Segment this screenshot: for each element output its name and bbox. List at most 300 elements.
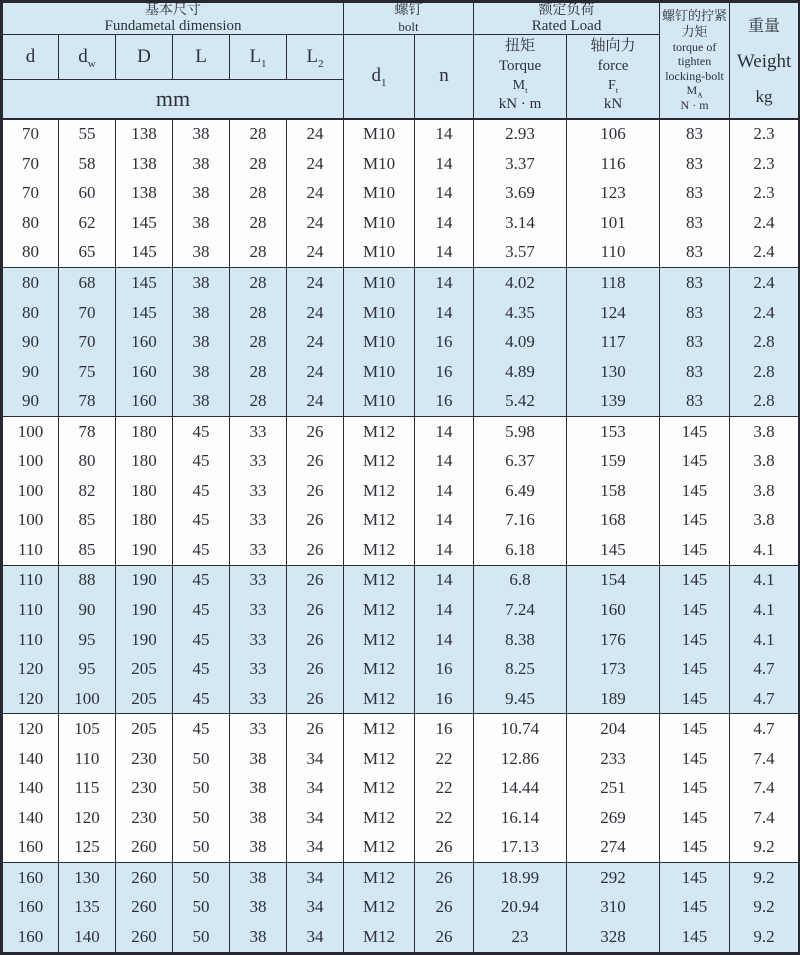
table-cell: 2.4 xyxy=(730,268,800,298)
table-row xyxy=(2,744,800,774)
table-cell: 80 xyxy=(59,447,116,477)
table-cell: 75 xyxy=(59,357,116,387)
table-cell: 45 xyxy=(173,535,230,565)
table-cell: 18.99 xyxy=(474,863,567,893)
table-cell: 95 xyxy=(59,625,116,655)
table-cell: M10 xyxy=(344,327,415,357)
col-header-n: n xyxy=(415,35,474,119)
table-cell: 80 xyxy=(2,268,59,298)
table-row xyxy=(2,714,800,744)
table-cell: 4.1 xyxy=(730,565,800,595)
table-row xyxy=(2,357,800,387)
table-cell: M12 xyxy=(344,833,415,863)
table-cell: 3.8 xyxy=(730,476,800,506)
table-cell: 38 xyxy=(230,922,287,953)
table-cell: 9.45 xyxy=(474,684,567,714)
table-cell: 24 xyxy=(287,238,344,268)
table-cell: 2.4 xyxy=(730,238,800,268)
col-header-torque-symbol: $M_t$ xyxy=(512,77,528,95)
table-cell: 120 xyxy=(59,803,116,833)
table-cell: 6.49 xyxy=(474,476,567,506)
table-row xyxy=(2,476,800,506)
table-cell: 14 xyxy=(415,268,474,298)
table-cell: 33 xyxy=(230,447,287,477)
table-cell: 78 xyxy=(59,386,116,416)
table-cell: 16 xyxy=(415,386,474,416)
table-cell: 160 xyxy=(116,357,173,387)
table-cell: 26 xyxy=(287,506,344,536)
table-cell: 70 xyxy=(2,119,59,150)
table-cell: 26 xyxy=(287,684,344,714)
table-cell: 140 xyxy=(2,744,59,774)
table-cell: M12 xyxy=(344,714,415,744)
table-cell: 4.1 xyxy=(730,535,800,565)
table-cell: 2.4 xyxy=(730,298,800,328)
table-row xyxy=(2,119,800,150)
table-cell: 4.1 xyxy=(730,625,800,655)
table-cell: 34 xyxy=(287,744,344,774)
table-cell: 230 xyxy=(116,803,173,833)
table-cell: 145 xyxy=(660,774,730,804)
table-cell: 110 xyxy=(2,565,59,595)
table-cell: 88 xyxy=(59,565,116,595)
table-cell: 101 xyxy=(567,208,660,238)
table-cell: 70 xyxy=(2,149,59,179)
table-cell: 33 xyxy=(230,684,287,714)
table-cell: 26 xyxy=(287,625,344,655)
table-cell: 34 xyxy=(287,833,344,863)
table-cell: 34 xyxy=(287,922,344,953)
table-cell: 120 xyxy=(2,714,59,744)
table-cell: 110 xyxy=(59,744,116,774)
table-cell: 14 xyxy=(415,565,474,595)
table-cell: 24 xyxy=(287,119,344,150)
table-cell: 34 xyxy=(287,863,344,893)
table-row xyxy=(2,863,800,893)
table-cell: 110 xyxy=(2,535,59,565)
table-cell: 9.2 xyxy=(730,863,800,893)
header-locking-torque-symbol: $M_A$ xyxy=(686,83,703,100)
table-cell: 14.44 xyxy=(474,774,567,804)
table-cell: 83 xyxy=(660,179,730,209)
table-cell: M12 xyxy=(344,922,415,953)
table-cell: 28 xyxy=(230,149,287,179)
table-cell: 80 xyxy=(2,208,59,238)
table-cell: 16.14 xyxy=(474,803,567,833)
table-cell: 28 xyxy=(230,179,287,209)
table-cell: 14 xyxy=(415,535,474,565)
table-cell: 14 xyxy=(415,298,474,328)
table-cell: 83 xyxy=(660,208,730,238)
table-cell: 38 xyxy=(230,833,287,863)
table-cell: M10 xyxy=(344,208,415,238)
col-header-dw: $d_w$ xyxy=(59,35,116,80)
table-cell: 26 xyxy=(415,833,474,863)
table-cell: 33 xyxy=(230,625,287,655)
table-cell: 14 xyxy=(415,595,474,625)
table-row xyxy=(2,565,800,595)
table-cell: 120 xyxy=(2,654,59,684)
table-cell: 14 xyxy=(415,119,474,150)
table-cell: 140 xyxy=(59,922,116,953)
header-locking-torque-zh2: 力矩 xyxy=(681,23,708,39)
table-cell: 160 xyxy=(2,863,59,893)
table-cell: M12 xyxy=(344,803,415,833)
table-cell: 60 xyxy=(59,179,116,209)
table-row xyxy=(2,774,800,804)
table-cell: 189 xyxy=(567,684,660,714)
table-cell: 78 xyxy=(59,416,116,446)
table-cell: 90 xyxy=(59,595,116,625)
table-cell: 26 xyxy=(415,922,474,953)
table-cell: 190 xyxy=(116,595,173,625)
table-cell: 145 xyxy=(660,447,730,477)
table-cell: 26 xyxy=(287,476,344,506)
table-cell: 204 xyxy=(567,714,660,744)
table-cell: 205 xyxy=(116,714,173,744)
table-cell: 26 xyxy=(287,535,344,565)
table-cell: 83 xyxy=(660,268,730,298)
table-cell: 145 xyxy=(116,298,173,328)
table-header xyxy=(2,2,800,119)
table-cell: 26 xyxy=(415,863,474,893)
table-cell: 145 xyxy=(660,654,730,684)
table-cell: 145 xyxy=(116,208,173,238)
table-cell: 176 xyxy=(567,625,660,655)
table-cell: 24 xyxy=(287,268,344,298)
table-cell: 38 xyxy=(173,386,230,416)
header-locking-torque-en3: locking-bolt xyxy=(665,68,724,83)
table-cell: 6.37 xyxy=(474,447,567,477)
table-cell: 4.7 xyxy=(730,684,800,714)
table-cell: 3.57 xyxy=(474,238,567,268)
table-row xyxy=(2,625,800,655)
table-cell: 17.13 xyxy=(474,833,567,863)
table-cell: 117 xyxy=(567,327,660,357)
table-cell: 4.89 xyxy=(474,357,567,387)
table-cell: 33 xyxy=(230,654,287,684)
table-cell: 38 xyxy=(173,357,230,387)
table-cell: 173 xyxy=(567,654,660,684)
table-cell: 7.4 xyxy=(730,803,800,833)
header-weight xyxy=(730,2,800,119)
table-cell: 145 xyxy=(116,268,173,298)
table-cell: 145 xyxy=(660,922,730,953)
table-cell: 110 xyxy=(2,595,59,625)
table-cell: 38 xyxy=(230,774,287,804)
table-cell: 23 xyxy=(474,922,567,953)
table-cell: 106 xyxy=(567,119,660,150)
col-header-d1: $d_1$ xyxy=(344,35,415,119)
table-cell: 2.8 xyxy=(730,357,800,387)
table-cell: M12 xyxy=(344,684,415,714)
table-cell: 85 xyxy=(59,535,116,565)
table-row xyxy=(2,416,800,446)
table-cell: 83 xyxy=(660,327,730,357)
table-row xyxy=(2,922,800,953)
table-cell: 12.86 xyxy=(474,744,567,774)
table-cell: 145 xyxy=(660,416,730,446)
table-cell: 3.8 xyxy=(730,447,800,477)
table-cell: 26 xyxy=(287,565,344,595)
table-cell: M12 xyxy=(344,744,415,774)
table-row xyxy=(2,654,800,684)
table-cell: 115 xyxy=(59,774,116,804)
table-cell: 34 xyxy=(287,893,344,923)
table-cell: 2.3 xyxy=(730,119,800,150)
header-locking-torque-unit: N · m xyxy=(680,98,709,113)
table-cell: 138 xyxy=(116,119,173,150)
table-cell: 14 xyxy=(415,506,474,536)
table-cell: 38 xyxy=(173,179,230,209)
table-cell: 28 xyxy=(230,119,287,150)
table-cell: 38 xyxy=(173,208,230,238)
table-row xyxy=(2,833,800,863)
header-fundamental-dimension-en: Fundametal dimension xyxy=(104,18,242,34)
table-cell: 16 xyxy=(415,357,474,387)
table-cell: 3.8 xyxy=(730,506,800,536)
table-cell: 4.1 xyxy=(730,595,800,625)
table-cell: 14 xyxy=(415,208,474,238)
table-cell: 205 xyxy=(116,684,173,714)
table-cell: 130 xyxy=(59,863,116,893)
table-cell: 14 xyxy=(415,416,474,446)
table-cell: 83 xyxy=(660,386,730,416)
table-cell: 24 xyxy=(287,386,344,416)
table-cell: 8.38 xyxy=(474,625,567,655)
table-cell: 180 xyxy=(116,447,173,477)
table-cell: 83 xyxy=(660,238,730,268)
table-cell: 26 xyxy=(287,447,344,477)
table-cell: 124 xyxy=(567,298,660,328)
table-cell: 45 xyxy=(173,506,230,536)
table-cell: 28 xyxy=(230,208,287,238)
col-header-force-unit: kN xyxy=(603,96,623,113)
table-cell: 205 xyxy=(116,654,173,684)
header-bolt-en: bolt xyxy=(398,19,419,34)
table-row xyxy=(2,238,800,268)
table-cell: 50 xyxy=(173,744,230,774)
table-cell: 145 xyxy=(660,833,730,863)
table-cell: 100 xyxy=(2,447,59,477)
table-row xyxy=(2,386,800,416)
table-cell: 83 xyxy=(660,149,730,179)
table-cell: 70 xyxy=(59,327,116,357)
table-cell: 70 xyxy=(59,298,116,328)
table-cell: M12 xyxy=(344,565,415,595)
table-cell: 50 xyxy=(173,833,230,863)
table-cell: 3.8 xyxy=(730,416,800,446)
table-cell: 2.4 xyxy=(730,208,800,238)
header-fundamental-dimension-zh: 基本尺寸 xyxy=(145,3,202,18)
header-bolt-zh: 螺钉 xyxy=(394,3,423,18)
col-header-torque-unit: kN · m xyxy=(498,96,542,113)
table-cell: M12 xyxy=(344,447,415,477)
table-row xyxy=(2,268,800,298)
table-cell: 45 xyxy=(173,625,230,655)
table-cell: 160 xyxy=(2,893,59,923)
table-cell: 38 xyxy=(173,327,230,357)
table-cell: 153 xyxy=(567,416,660,446)
table-cell: 45 xyxy=(173,714,230,744)
table-cell: 65 xyxy=(59,238,116,268)
table-cell: 2.8 xyxy=(730,327,800,357)
table-cell: 90 xyxy=(2,327,59,357)
table-cell: 38 xyxy=(173,238,230,268)
table-cell: 62 xyxy=(59,208,116,238)
table-cell: 8.25 xyxy=(474,654,567,684)
table-cell: M10 xyxy=(344,238,415,268)
table-cell: 38 xyxy=(173,149,230,179)
table-cell: 33 xyxy=(230,565,287,595)
table-cell: M12 xyxy=(344,774,415,804)
table-cell: 7.16 xyxy=(474,506,567,536)
col-header-torque-en: Torque xyxy=(498,58,542,75)
table-cell: 145 xyxy=(660,506,730,536)
table-cell: 38 xyxy=(230,893,287,923)
table-cell: 70 xyxy=(2,179,59,209)
table-cell: 22 xyxy=(415,803,474,833)
table-cell: 38 xyxy=(230,744,287,774)
table-cell: 2.8 xyxy=(730,386,800,416)
table-cell: M10 xyxy=(344,268,415,298)
table-cell: M12 xyxy=(344,416,415,446)
table-cell: 310 xyxy=(567,893,660,923)
table-cell: 110 xyxy=(2,625,59,655)
table-cell: 110 xyxy=(567,238,660,268)
col-header-torque xyxy=(474,35,567,119)
table-cell: 116 xyxy=(567,149,660,179)
table-cell: 28 xyxy=(230,386,287,416)
table-cell: 269 xyxy=(567,803,660,833)
col-header-torque-zh: 扭矩 xyxy=(505,38,536,55)
table-cell: 145 xyxy=(660,863,730,893)
table-cell: 9.2 xyxy=(730,922,800,953)
table-cell: 145 xyxy=(660,595,730,625)
table-cell: 3.69 xyxy=(474,179,567,209)
table-cell: 33 xyxy=(230,506,287,536)
header-weight-zh: 重量 xyxy=(748,18,781,36)
table-cell: M12 xyxy=(344,535,415,565)
header-bolt xyxy=(344,2,474,35)
table-cell: 274 xyxy=(567,833,660,863)
table-body xyxy=(2,119,800,954)
table-cell: 7.4 xyxy=(730,774,800,804)
col-header-force-symbol: $F_t$ xyxy=(607,77,619,95)
table-cell: 55 xyxy=(59,119,116,150)
table-cell: M12 xyxy=(344,863,415,893)
table-row xyxy=(2,327,800,357)
table-cell: 260 xyxy=(116,833,173,863)
header-fundamental-dimension xyxy=(2,2,344,35)
table-cell: 4.7 xyxy=(730,654,800,684)
table-cell: M10 xyxy=(344,298,415,328)
table-cell: 50 xyxy=(173,774,230,804)
table-row xyxy=(2,535,800,565)
table-cell: M10 xyxy=(344,357,415,387)
table-cell: 50 xyxy=(173,863,230,893)
table-cell: 168 xyxy=(567,506,660,536)
table-cell: 160 xyxy=(567,595,660,625)
table-cell: 38 xyxy=(173,268,230,298)
table-cell: 230 xyxy=(116,774,173,804)
table-cell: 138 xyxy=(116,149,173,179)
table-cell: 50 xyxy=(173,893,230,923)
table-cell: 33 xyxy=(230,416,287,446)
table-cell: 16 xyxy=(415,714,474,744)
col-header-L: L xyxy=(173,35,230,80)
table-cell: 4.09 xyxy=(474,327,567,357)
table-cell: 50 xyxy=(173,922,230,953)
table-cell: 130 xyxy=(567,357,660,387)
table-cell: 158 xyxy=(567,476,660,506)
table-cell: 10.74 xyxy=(474,714,567,744)
table-cell: M12 xyxy=(344,595,415,625)
table-cell: 260 xyxy=(116,863,173,893)
table-cell: 33 xyxy=(230,595,287,625)
table-cell: 7.24 xyxy=(474,595,567,625)
table-cell: 20.94 xyxy=(474,893,567,923)
table-cell: 180 xyxy=(116,476,173,506)
table-cell: 28 xyxy=(230,238,287,268)
table-cell: 190 xyxy=(116,565,173,595)
table-cell: 100 xyxy=(2,506,59,536)
table-cell: 34 xyxy=(287,803,344,833)
col-header-force-zh: 轴向力 xyxy=(590,38,636,55)
table-cell: 4.7 xyxy=(730,714,800,744)
table-cell: 145 xyxy=(660,714,730,744)
table-row xyxy=(2,684,800,714)
table-cell: 16 xyxy=(415,654,474,684)
table-cell: 159 xyxy=(567,447,660,477)
table-cell: M10 xyxy=(344,119,415,150)
table-cell: 95 xyxy=(59,654,116,684)
table-cell: 58 xyxy=(59,149,116,179)
table-cell: 2.3 xyxy=(730,149,800,179)
table-cell: 28 xyxy=(230,327,287,357)
table-row xyxy=(2,803,800,833)
table-cell: 190 xyxy=(116,625,173,655)
table-cell: 33 xyxy=(230,476,287,506)
header-locking-torque-en2: tighten xyxy=(677,54,712,69)
table-cell: 28 xyxy=(230,298,287,328)
table-cell: 85 xyxy=(59,506,116,536)
table-cell: 90 xyxy=(2,357,59,387)
table-cell: 24 xyxy=(287,357,344,387)
table-cell: M12 xyxy=(344,893,415,923)
table-cell: 50 xyxy=(173,803,230,833)
table-cell: 230 xyxy=(116,744,173,774)
table-cell: 38 xyxy=(230,803,287,833)
table-cell: M10 xyxy=(344,179,415,209)
table-cell: 160 xyxy=(2,833,59,863)
table-row xyxy=(2,595,800,625)
table-cell: 38 xyxy=(230,863,287,893)
table-cell: 82 xyxy=(59,476,116,506)
col-header-D: D xyxy=(116,35,173,80)
table-cell: 145 xyxy=(660,565,730,595)
table-cell: 38 xyxy=(173,119,230,150)
table-cell: 145 xyxy=(660,893,730,923)
table-row xyxy=(2,506,800,536)
table-cell: 251 xyxy=(567,774,660,804)
table-cell: 33 xyxy=(230,535,287,565)
table-cell: 34 xyxy=(287,774,344,804)
table-cell: 24 xyxy=(287,208,344,238)
table-cell: 22 xyxy=(415,774,474,804)
table-cell: 38 xyxy=(173,298,230,328)
table-cell: M10 xyxy=(344,149,415,179)
